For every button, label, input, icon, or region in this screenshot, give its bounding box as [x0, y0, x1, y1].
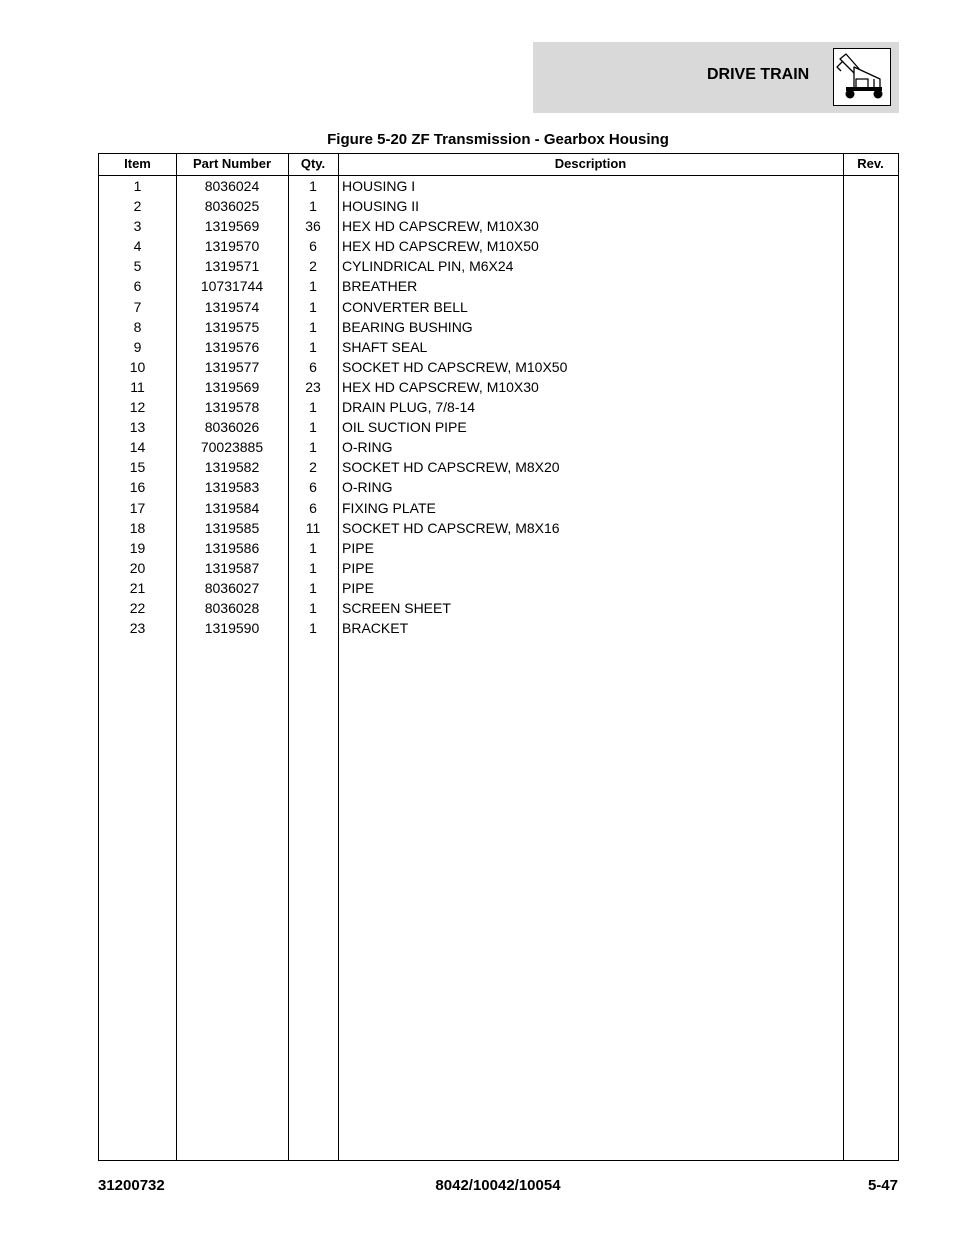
description-cell: PIPE	[342, 539, 374, 556]
description-cell: HEX HD CAPSCREW, M10X50	[342, 238, 539, 255]
qty-cell: 6	[309, 499, 317, 516]
qty-cell: 1	[309, 620, 317, 637]
part-number-cell: 1319587	[204, 559, 260, 576]
item-cell: 17	[129, 499, 146, 516]
table-row	[99, 598, 898, 618]
table-row	[99, 538, 898, 558]
part-number-cell: 1319584	[204, 499, 260, 516]
part-number-cell: 1319582	[204, 459, 260, 476]
table-row	[99, 256, 898, 276]
item-cell: 8	[133, 318, 142, 335]
part-number-cell: 70023885	[200, 439, 264, 456]
page-number: 5-47	[867, 1177, 898, 1194]
column-header-description: Description	[554, 156, 627, 171]
telehandler-icon	[833, 48, 891, 106]
table-row	[99, 477, 898, 497]
table-row	[99, 236, 898, 256]
part-number-cell: 1319575	[204, 318, 260, 335]
qty-cell: 6	[309, 358, 317, 375]
part-number-cell: 8036026	[204, 419, 260, 436]
qty-cell: 1	[309, 298, 317, 315]
part-number-cell: 1319569	[204, 378, 260, 395]
description-cell: HOUSING II	[342, 198, 420, 215]
model-numbers: 8042/10042/10054	[435, 1177, 561, 1194]
table-row	[99, 357, 898, 377]
qty-cell: 1	[309, 278, 317, 295]
part-number-cell: 1319577	[204, 358, 260, 375]
part-number-cell: 8036028	[204, 599, 260, 616]
part-number-cell: 1319576	[204, 338, 260, 355]
part-number-cell: 1319569	[204, 218, 260, 235]
item-cell: 7	[133, 298, 142, 315]
part-number-cell: 10731744	[200, 278, 264, 295]
item-cell: 6	[133, 278, 142, 295]
part-number-cell: 1319578	[204, 399, 260, 416]
section-title: DRIVE TRAIN	[707, 66, 810, 83]
qty-cell: 1	[309, 599, 317, 616]
description-cell: HEX HD CAPSCREW, M10X30	[342, 218, 539, 235]
table-row	[99, 578, 898, 598]
qty-cell: 1	[309, 178, 317, 194]
table-row	[99, 377, 898, 397]
item-cell: 11	[130, 378, 145, 395]
document-number: 31200732	[98, 1177, 165, 1194]
description-cell: BREATHER	[342, 278, 418, 295]
table-row	[99, 196, 898, 216]
item-cell: 16	[129, 479, 146, 496]
part-number-cell: 1319570	[204, 238, 260, 255]
part-number-cell: 8036024	[204, 178, 260, 194]
item-cell: 15	[129, 459, 146, 476]
part-number-cell: 8036027	[204, 579, 260, 596]
table-row	[99, 417, 898, 437]
item-cell: 2	[133, 198, 142, 215]
item-cell: 22	[129, 599, 146, 616]
item-cell: 10	[129, 358, 146, 375]
part-number-cell: 1319590	[204, 620, 260, 637]
column-header-rev: Rev.	[857, 156, 884, 171]
figure-title: Figure 5-20 ZF Transmission - Gearbox Housing	[327, 131, 669, 148]
item-cell: 4	[133, 238, 142, 255]
qty-cell: 1	[309, 559, 317, 576]
table-row	[99, 297, 898, 317]
description-cell: SCREEN SHEET	[342, 599, 451, 616]
qty-cell: 1	[309, 338, 317, 355]
qty-cell: 2	[309, 258, 317, 275]
table-row	[99, 498, 898, 518]
part-number-cell: 1319586	[204, 539, 260, 556]
description-cell: OIL SUCTION PIPE	[342, 419, 467, 436]
description-cell: O-RING	[342, 479, 393, 496]
table-row	[99, 397, 898, 417]
table-row	[99, 457, 898, 477]
item-cell: 18	[129, 519, 146, 536]
description-cell: HOUSING I	[342, 178, 416, 194]
description-cell: PIPE	[342, 579, 374, 596]
description-cell: FIXING PLATE	[342, 499, 436, 516]
table-row	[99, 216, 898, 236]
qty-cell: 36	[305, 218, 321, 235]
description-cell: SOCKET HD CAPSCREW, M8X20	[342, 459, 560, 476]
table-row	[99, 437, 898, 457]
item-cell: 21	[129, 579, 146, 596]
table-row	[99, 337, 898, 357]
column-header-item: Item	[124, 156, 151, 171]
qty-cell: 2	[309, 459, 317, 476]
item-cell: 19	[129, 539, 146, 556]
description-cell: SHAFT SEAL	[342, 338, 428, 355]
description-cell: CYLINDRICAL PIN, M6X24	[342, 258, 514, 275]
part-number-cell: 8036025	[204, 198, 260, 215]
description-cell: DRAIN PLUG, 7/8-14	[342, 399, 476, 416]
item-cell: 5	[133, 258, 142, 275]
table-row	[99, 317, 898, 337]
qty-cell: 6	[309, 479, 317, 496]
description-cell: PIPE	[342, 559, 374, 576]
table-row	[99, 276, 898, 296]
table-body	[99, 176, 898, 638]
column-header-part-number: Part Number	[192, 156, 272, 171]
qty-cell: 1	[309, 439, 317, 456]
item-cell: 1	[133, 178, 142, 194]
table-row	[99, 518, 898, 538]
item-cell: 9	[133, 338, 142, 355]
table-row	[99, 558, 898, 578]
item-cell: 12	[129, 399, 146, 416]
qty-cell: 6	[309, 238, 317, 255]
item-cell: 20	[129, 559, 146, 576]
description-cell: BRACKET	[342, 620, 409, 637]
table-row	[99, 176, 898, 196]
item-cell: 23	[129, 620, 146, 637]
qty-cell: 1	[309, 198, 317, 215]
qty-cell: 1	[309, 579, 317, 596]
description-cell: SOCKET HD CAPSCREW, M8X16	[342, 519, 560, 536]
description-cell: SOCKET HD CAPSCREW, M10X50	[342, 358, 568, 375]
qty-cell: 1	[309, 318, 317, 335]
item-cell: 14	[129, 439, 146, 456]
description-cell: HEX HD CAPSCREW, M10X30	[342, 378, 539, 395]
qty-cell: 1	[309, 399, 317, 416]
part-number-cell: 1319585	[204, 519, 260, 536]
description-cell: BEARING BUSHING	[342, 318, 473, 335]
item-cell: 3	[133, 218, 142, 235]
column-header-qty: Qty.	[300, 156, 326, 171]
description-cell: CONVERTER BELL	[342, 298, 468, 315]
qty-cell: 1	[309, 539, 317, 556]
description-cell: O-RING	[342, 439, 393, 456]
item-cell: 13	[129, 419, 146, 436]
qty-cell: 23	[305, 378, 321, 395]
parts-table	[98, 153, 899, 1161]
table-row	[99, 618, 898, 638]
part-number-cell: 1319571	[204, 258, 260, 275]
qty-cell: 11	[305, 519, 321, 536]
part-number-cell: 1319574	[204, 298, 260, 315]
part-number-cell: 1319583	[204, 479, 260, 496]
qty-cell: 1	[309, 419, 317, 436]
